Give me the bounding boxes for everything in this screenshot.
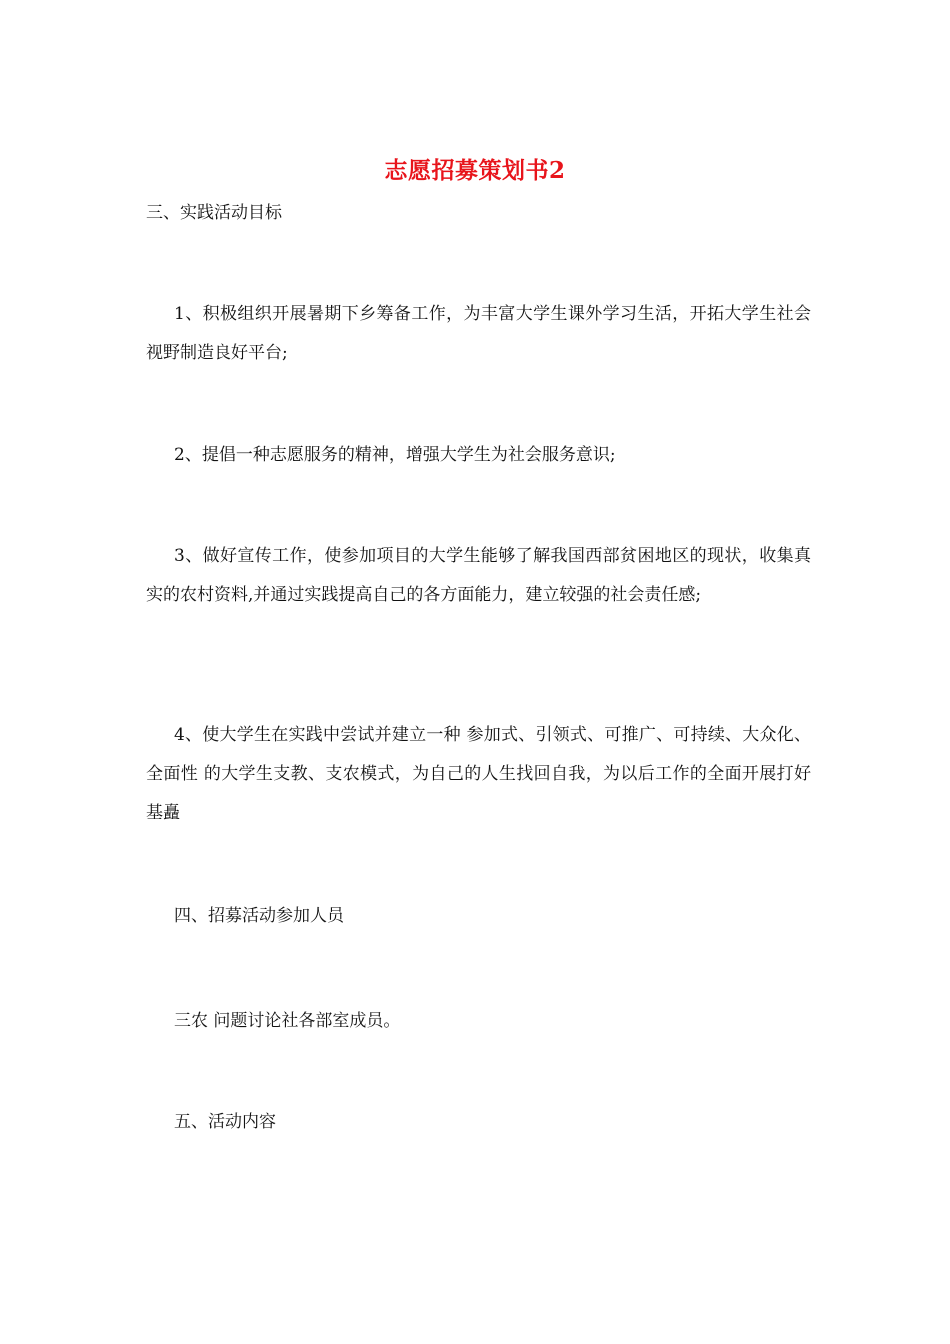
paragraph-goal-1: 1、积极组织开展暑期下乡筹备工作，为丰富大学生课外学习生活，开拓大学生社会视野制造良好平台;: [146, 304, 811, 363]
document-title: 志愿招募策划书2: [384, 157, 566, 184]
paragraph-goal-3: 3、做好宣传工作，使参加项目的大学生能够了解我国西部贫困地区的现状，收集真实的农村资料,并通过实践提高自己的各方面能力，建立较强的社会责任感;: [146, 546, 811, 605]
section-heading-3: 三、实践活动目标: [146, 203, 282, 223]
section-heading-5: 五、活动内容: [174, 1112, 276, 1132]
section-heading-4: 四、招募活动参加人员: [174, 906, 344, 926]
paragraph-participants: 三农 问题讨论社各部室成员。: [174, 1011, 401, 1031]
paragraph-goal-4: 4、使大学生在实践中尝试并建立一种 参加式、引领式、可推广、可持续、大众化、全面性 的大学生支教、支农模式，为自己的人生找回自我，为以后工作的全面开展打好基矗: [146, 725, 811, 823]
paragraph-goal-2: 2、提倡一种志愿服务的精神，增强大学生为社会服务意识;: [174, 445, 616, 465]
